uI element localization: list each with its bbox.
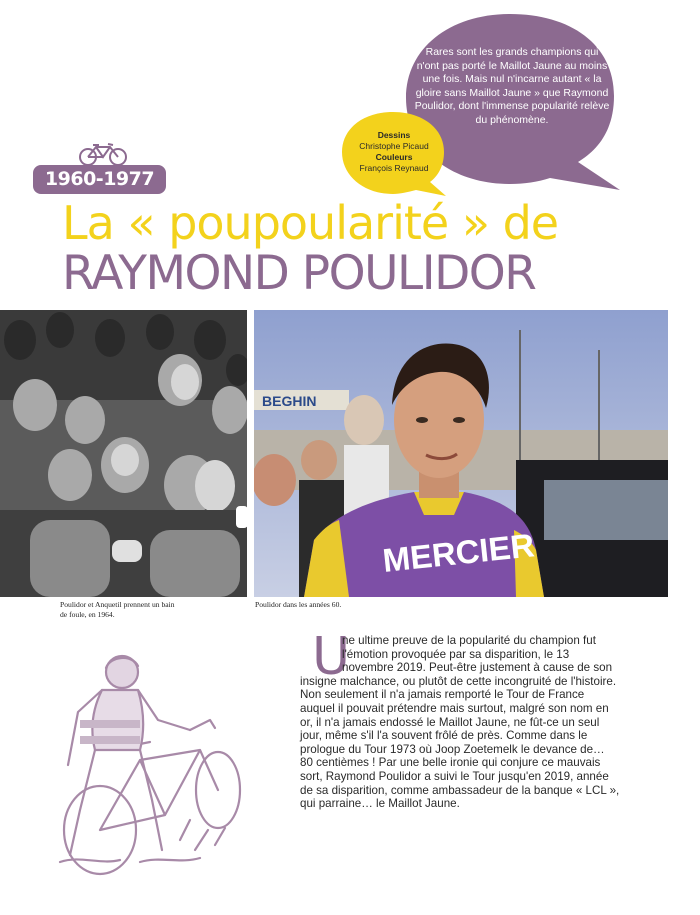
colors-name: François Reynaud [359,163,429,173]
title-line-2: RAYMOND POULIDOR [62,246,536,301]
svg-text:U: U [312,630,350,680]
caption-photo-2: Poulidor dans les années 60. [255,600,342,609]
period-badge: 1960-1977 [33,165,166,194]
intro-text: Rares sont les grands champions qui n'ont pas porté le Maillot Jaune au moins une fois. Mais nul n'incarne autant « la gloire sans Maillot Jaune » que Raymond Poulidor, dont l'immense popularité relève du phénomène. [414,46,610,126]
colors-label: Couleurs [375,152,413,162]
article-body [300,634,620,811]
banner-text: BEGHIN [262,393,317,409]
poulidor-portrait-photo [254,310,668,597]
drawings-label: Dessins [377,130,411,140]
crowd-photo [0,310,247,597]
title-line-1: La « poupoularité » de [62,196,559,250]
article-text: ne ultime preuve de la popularité du champion fut l'émotion provoquée par sa disparition, le 13 novembre 2019. Peut-être justement à cause de son insigne malchance, ou plutôt de cette incongruité de l'histoire. Non seulement il n'a jamais remporté le Tour de France auquel il pouvait prétendre mais surtout, malgré son nom en or, il n'a jamais endossé le Maillot Jaune, ne fût-ce un seul jour, même s'il l'a souvent frôlé de près. Comme dans le prologue du Tour 1973 où Joop Zoetemelk le devance de… 80 centièmes ! Par une belle ironie qui conjure ce mauvais sort, Raymond Poulidor a suivi le Tour jusqu'en 2019, année de sa disparition, comme ambassadeur de la banque « LCL », qui parraine… le Maillot Jaune. [300,634,620,811]
bicycle-icon [78,143,128,167]
jersey-text: MERCIER [380,526,537,579]
drawings-name: Christophe Picaud [359,141,429,151]
credits [346,130,442,174]
caption-photo-1: Poulidor et Anquetil prennent un bain de foule, en 1964. [60,600,175,619]
cyclist-sketch-illustration [40,650,250,880]
